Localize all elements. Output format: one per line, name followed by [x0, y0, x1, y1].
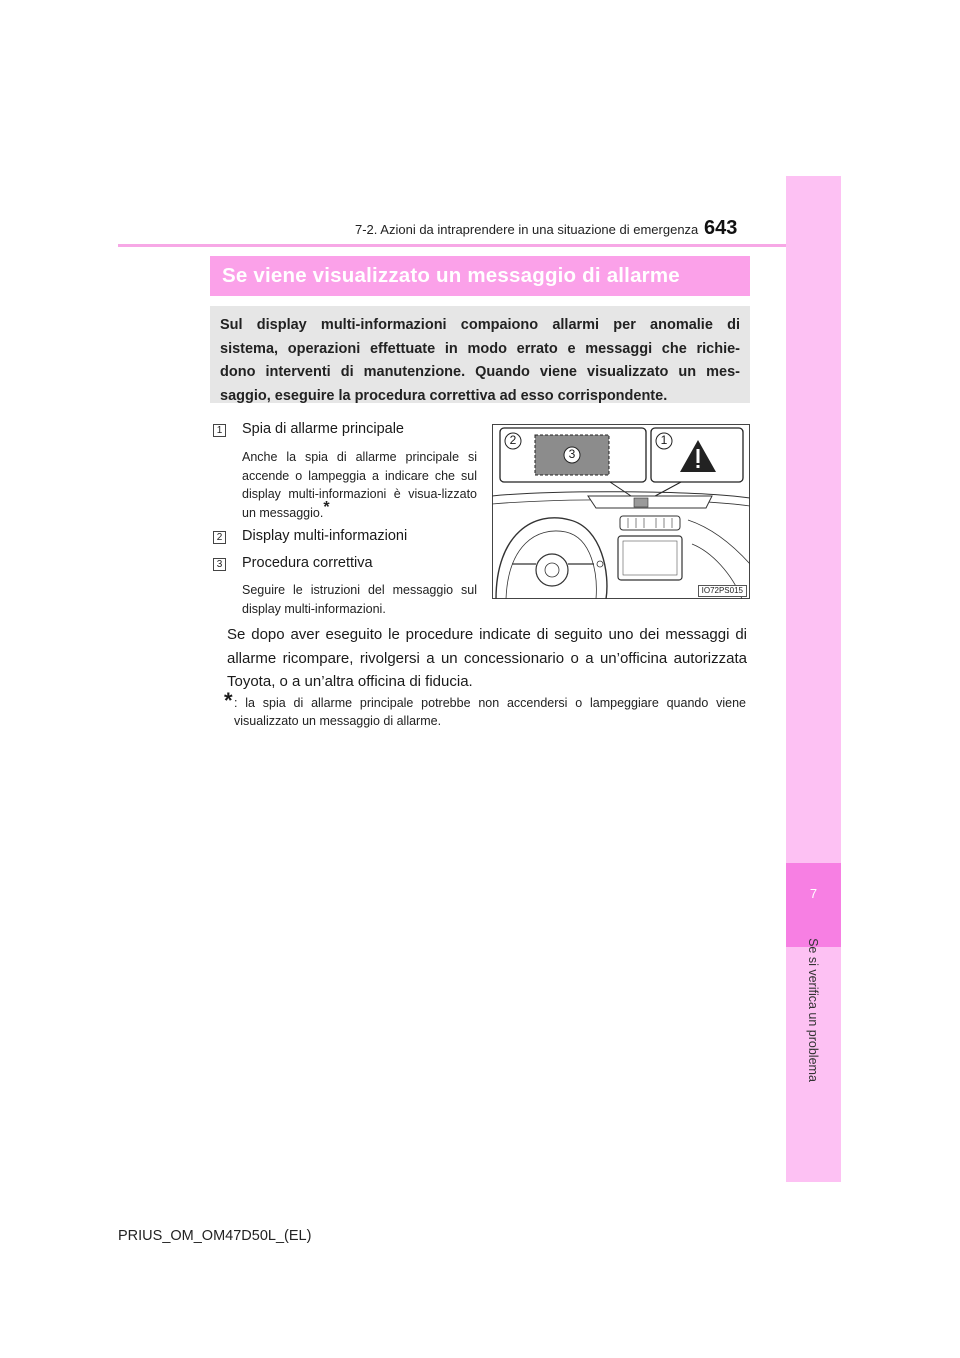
- item-description-wrap: [242, 581, 477, 618]
- footnote-text: : la spia di allarme principale potrebbe non accendersi o lampeggiare quando viene visualizzato un messaggio di allarme.: [234, 696, 746, 728]
- item-number-badge: 3: [213, 558, 226, 571]
- callout-number: 3: [568, 447, 576, 461]
- dashboard-illustration: [492, 424, 750, 599]
- item-title: Procedura correttiva: [242, 555, 373, 571]
- intro-line-4: saggio, eseguire la procedura correttiva ad esso corrispondente.: [220, 387, 668, 404]
- footnote-marker: *: [224, 688, 233, 713]
- intro-text: [220, 314, 740, 408]
- intro-line-3: dono interventi di manutenzione. Quando viene visualizzato un mes-: [220, 364, 740, 380]
- side-tab-active-chapter: [786, 863, 841, 947]
- body-paragraph: Se dopo aver eseguito le procedure indicate di seguito uno dei messaggi di allarme ricompare, rivolgersi a un concessionario o a un’officina autorizzata Toyota, o a un’altra officina di fiducia.: [227, 626, 747, 690]
- item-title: Spia di allarme principale: [242, 421, 404, 437]
- callout-number: 2: [509, 433, 517, 447]
- item-description-wrap: [242, 448, 477, 522]
- item-number-badge: 2: [213, 531, 226, 544]
- item-description: Seguire le istruzioni del messaggio sul display multi-informazioni.: [242, 583, 477, 616]
- illustration-code: IO72PS015: [698, 585, 747, 597]
- dashboard-drawing: [492, 424, 750, 599]
- item-description: [242, 448, 477, 522]
- item-title: Display multi-informazioni: [242, 528, 408, 544]
- intro-box: [210, 306, 750, 403]
- page-number: 643: [704, 217, 738, 239]
- side-tab-label: Se si verifica un problema: [806, 938, 820, 1082]
- callout-number: 1: [660, 433, 668, 447]
- section-title: Se viene visualizzato un messaggio di allarme: [210, 256, 750, 296]
- header-rule: [118, 244, 786, 247]
- footnote-marker: *: [323, 498, 330, 516]
- section-heading: 7-2. Azioni da intraprendere in una situazione di emergenza: [355, 222, 699, 237]
- item-description-text: Anche la spia di allarme principale si accende o lampeggia a indicare che sul display multi-informazioni è visua-lizzato un messaggio.: [242, 450, 477, 520]
- document-code-footer: PRIUS_OM_OM47D50L_(EL): [118, 1228, 312, 1244]
- intro-line-1: Sul display multi-informazioni compaiono allarmi per anomalie di: [220, 317, 740, 333]
- item-number-badge: 1: [213, 424, 226, 437]
- side-tab-number: 7: [809, 886, 818, 901]
- intro-line-2: sistema, operazioni effettuate in modo errato e messaggi che richie-: [220, 340, 740, 357]
